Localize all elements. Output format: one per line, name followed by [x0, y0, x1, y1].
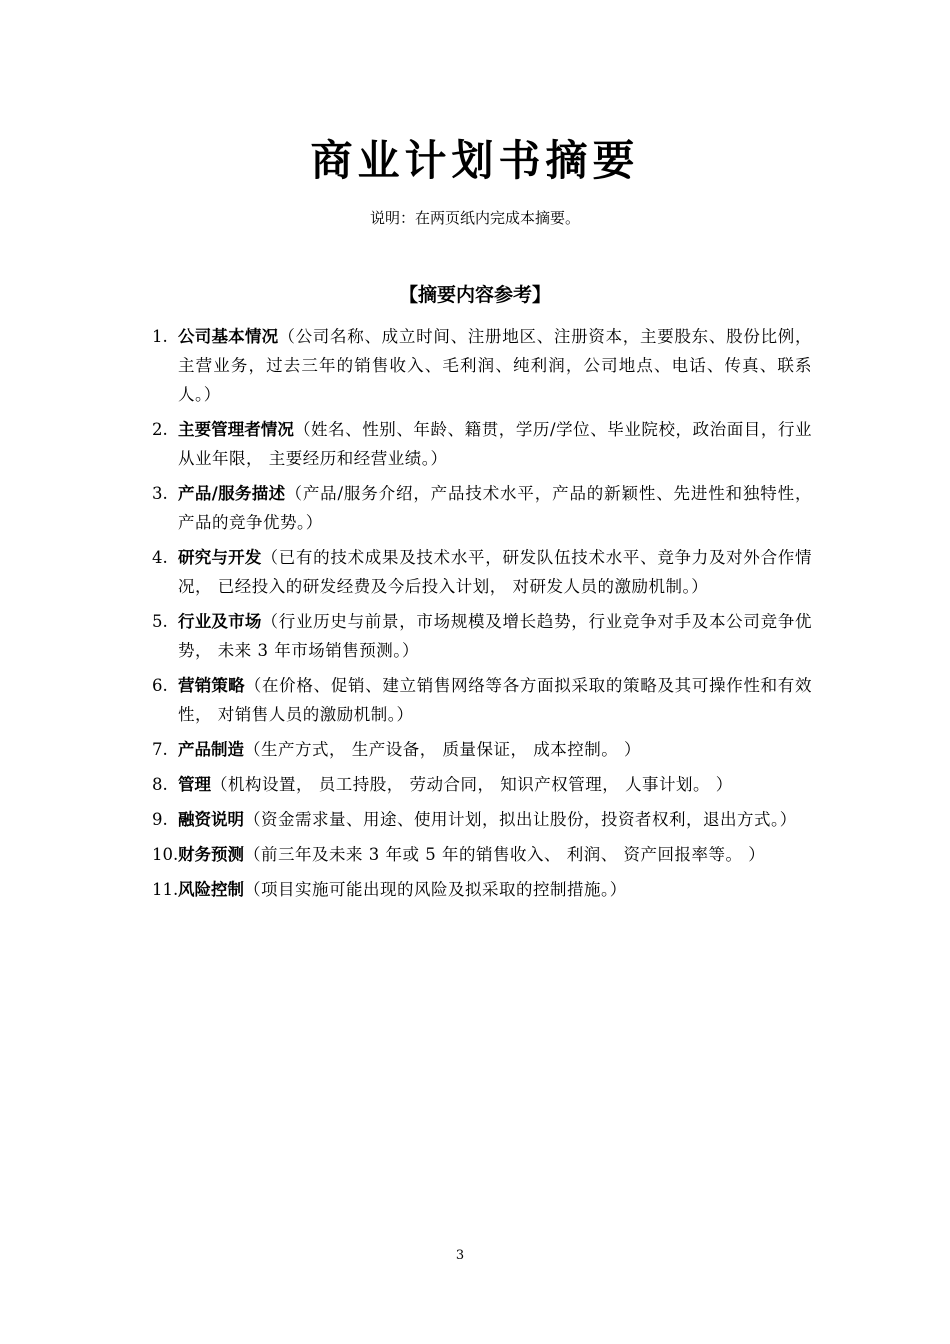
item-description: （已有的技术成果及技术水平，研发队伍技术水平、竞争力及对外合作情况， 已经投入的研发经费及今后投入计划， 对研发人员的激励机制。） — [178, 548, 813, 596]
item-number: 10. — [152, 845, 179, 864]
item-description: （项目实施可能出现的风险及拟采取的控制措施。） — [244, 880, 627, 899]
item-heading: 产品制造 — [178, 740, 244, 759]
item-heading: 研究与开发 — [178, 548, 262, 567]
item-heading: 主要管理者情况 — [178, 420, 294, 439]
list-item — [152, 671, 812, 729]
item-number: 11. — [152, 880, 179, 899]
item-description: （机构设置， 员工持股， 劳动合同， 知识产权管理， 人事计划。 ） — [211, 775, 733, 794]
list-item — [152, 322, 812, 409]
item-number: 8. — [152, 775, 168, 794]
item-number: 4. — [152, 548, 168, 567]
item-description: （在价格、促销、建立销售网络等各方面拟采取的策略及其可操作性和有效性， 对销售人员的激励机制。） — [178, 676, 813, 724]
list-item — [152, 805, 812, 834]
item-heading: 融资说明 — [178, 810, 244, 829]
list-item — [152, 543, 812, 601]
item-number: 7. — [152, 740, 168, 759]
item-number: 5. — [152, 612, 168, 631]
instruction-note: 说明：在两页纸内完成本摘要。 — [369, 209, 580, 227]
list-item — [152, 479, 812, 537]
list-item — [152, 770, 812, 799]
item-heading: 管理 — [178, 775, 211, 794]
item-description: （姓名、性别、年龄、籍贯，学历/学位、毕业院校，政治面目，行业从业年限， 主要经历和经营业绩。） — [178, 420, 813, 468]
page-title: 商业计划书摘要 — [310, 136, 640, 185]
item-heading: 产品/服务描述 — [178, 484, 286, 503]
item-description: （产品/服务介绍，产品技术水平，产品的新颖性、先进性和独特性， 产品的竞争优势。） — [178, 484, 812, 532]
page-number: 3 — [455, 1248, 465, 1263]
section-heading: 【摘要内容参考】 — [398, 284, 551, 306]
list-item — [152, 840, 812, 869]
item-description: （生产方式， 生产设备， 质量保证， 成本控制。 ） — [244, 740, 641, 759]
item-number: 6. — [152, 676, 168, 695]
list-item — [152, 875, 812, 904]
item-description: （资金需求量、用途、使用计划，拟出让股份，投资者权利，退出方式。） — [244, 810, 797, 829]
item-heading: 营销策略 — [178, 676, 245, 695]
list-item — [152, 735, 812, 764]
item-heading: 公司基本情况 — [178, 327, 279, 346]
item-heading: 财务预测 — [178, 845, 244, 864]
list-item — [152, 607, 812, 665]
item-number: 2. — [152, 420, 168, 439]
item-number: 9. — [152, 810, 168, 829]
item-heading: 行业及市场 — [178, 612, 262, 631]
item-description: （行业历史与前景，市场规模及增长趋势，行业竞争对手及本公司竞争优势， 未来 3 年市场销售预测。） — [178, 612, 813, 660]
item-heading: 风险控制 — [178, 880, 244, 899]
list-item — [152, 415, 812, 473]
item-description: （公司名称、成立时间、注册地区、注册资本，主要股东、股份比例，主营业务，过去三年的销售收入、毛利润、纯利润，公司地点、电话、传真、联系人。） — [178, 327, 813, 404]
item-description: （前三年及未来 3 年或 5 年的销售收入、 利润、 资产回报率等。 ） — [244, 845, 766, 864]
item-number: 1. — [152, 327, 168, 346]
item-number: 3. — [152, 484, 168, 503]
summary-item-list — [152, 322, 812, 910]
